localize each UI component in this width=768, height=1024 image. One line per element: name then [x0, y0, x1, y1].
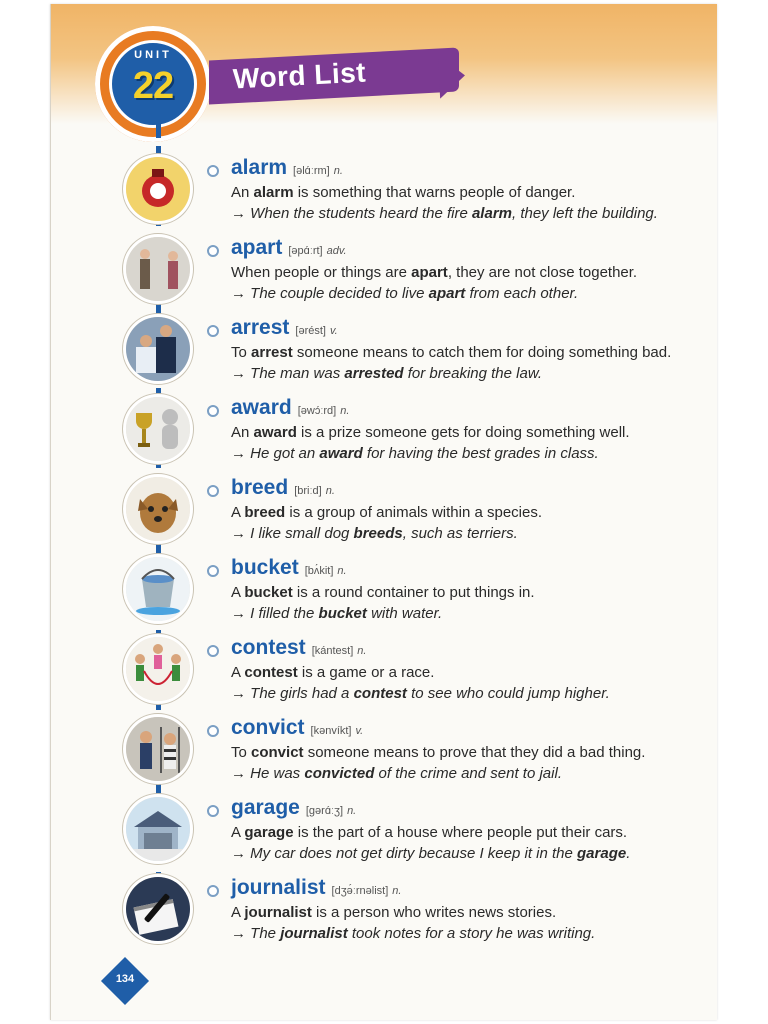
entry-bullet [207, 885, 219, 897]
jail-icon [123, 714, 193, 784]
word-entry-bucket [51, 554, 717, 634]
entry-bullet [207, 245, 219, 257]
headword-line [231, 876, 401, 900]
entry-bullet [207, 565, 219, 577]
pronunciation: [kənvíkt] [310, 725, 352, 737]
pronunciation: [gərɑ́ːʒ] [305, 805, 344, 817]
pronunciation: [bʌ́kit] [304, 565, 334, 577]
entry-bullet [207, 485, 219, 497]
headword-line [231, 716, 363, 740]
part-of-speech: v. [355, 725, 364, 737]
headword-line [231, 556, 347, 580]
headword-line [231, 316, 338, 340]
part-of-speech: adv. [326, 245, 347, 257]
headword: breed [231, 476, 289, 499]
trophy-icon [123, 394, 193, 464]
part-of-speech: n. [347, 805, 357, 817]
headword: contest [231, 636, 306, 659]
part-of-speech: n. [357, 645, 367, 657]
definition: A bucket is a round container to put things in. [231, 584, 535, 601]
police-arrest-icon [123, 314, 193, 384]
pronunciation: [dʒə́ːrnəlist] [331, 885, 389, 897]
bucket-icon [123, 554, 193, 624]
title-ribbon-tail [438, 53, 466, 98]
example-sentence: → The man was arrested for breaking the law. [231, 365, 542, 382]
word-entry-alarm [51, 154, 717, 234]
entry-bullet [207, 725, 219, 737]
definition: A contest is a game or a race. [231, 664, 435, 681]
part-of-speech: v. [329, 325, 338, 337]
pronunciation: [ərést] [295, 325, 326, 337]
word-entry-award [51, 394, 717, 474]
example-sentence: → The couple decided to live apart from each other. [231, 285, 579, 302]
headword: alarm [231, 156, 288, 179]
entry-bullet [207, 645, 219, 657]
word-entry-convict [51, 714, 717, 794]
example-sentence: → He was convicted of the crime and sent to jail. [231, 765, 562, 782]
couple-apart-icon [123, 234, 193, 304]
part-of-speech: n. [392, 885, 402, 897]
headword: bucket [231, 556, 299, 579]
headword-line [231, 796, 356, 820]
alarm-icon [123, 154, 193, 224]
notebook-pen-icon [123, 874, 193, 944]
unit-number: 22 [132, 65, 174, 107]
entry-bullet [207, 325, 219, 337]
example-sentence: → He got an award for having the best grades in class. [231, 445, 599, 462]
dog-icon [123, 474, 193, 544]
example-sentence: → When the students heard the fire alarm, they left the building. [231, 205, 658, 222]
pronunciation: [briːd] [294, 485, 322, 497]
entry-bullet [207, 805, 219, 817]
headword-line [231, 156, 343, 180]
unit-label: UNIT [134, 49, 172, 61]
part-of-speech: n. [340, 405, 350, 417]
pronunciation: [kántest] [311, 645, 354, 657]
pronunciation: [əlɑ́ːrm] [293, 165, 330, 177]
word-entry-contest [51, 634, 717, 714]
example-sentence: → The journalist took notes for a story he was writing. [231, 925, 596, 942]
page-number: 134 [115, 973, 135, 985]
entry-bullet [207, 165, 219, 177]
page-title: Word List [232, 56, 367, 95]
headword: arrest [231, 316, 290, 339]
headword-line [231, 396, 349, 420]
definition: A breed is a group of animals within a species. [231, 504, 543, 521]
word-entry-apart [51, 234, 717, 314]
garage-icon [123, 794, 193, 864]
textbook-page [50, 4, 717, 1020]
pronunciation: [əpɑ́ːrt] [288, 245, 323, 257]
example-sentence: → I filled the bucket with water. [231, 605, 443, 622]
definition: To convict someone means to prove that they did a bad thing. [231, 744, 646, 761]
unit-badge-inner [109, 40, 197, 128]
word-entry-journalist [51, 874, 717, 954]
part-of-speech: n. [337, 565, 347, 577]
definition: To arrest someone means to catch them for doing something bad. [231, 344, 672, 361]
definition: A garage is the part of a house where people put their cars. [231, 824, 628, 841]
word-entry-breed [51, 474, 717, 554]
headword: garage [231, 796, 300, 819]
definition: When people or things are apart, they are not close together. [231, 264, 638, 281]
headword: apart [231, 236, 283, 259]
definition: A journalist is a person who writes news stories. [231, 904, 557, 921]
headword: journalist [231, 876, 326, 899]
definition: An alarm is something that warns people of danger. [231, 184, 576, 201]
headword: award [231, 396, 292, 419]
jump-rope-icon [123, 634, 193, 704]
headword: convict [231, 716, 305, 739]
part-of-speech: n. [333, 165, 343, 177]
word-entry-arrest [51, 314, 717, 394]
headword-line [231, 636, 366, 660]
example-sentence: → I like small dog breeds, such as terriers. [231, 525, 518, 542]
word-entry-garage [51, 794, 717, 874]
pronunciation: [əwɔ́ːrd] [297, 405, 337, 417]
headword-line [231, 236, 347, 260]
part-of-speech: n. [325, 485, 335, 497]
example-sentence: → The girls had a contest to see who could jump higher. [231, 685, 610, 702]
definition: An award is a prize someone gets for doing something well. [231, 424, 630, 441]
example-sentence: → My car does not get dirty because I keep it in the garage. [231, 845, 631, 862]
entry-bullet [207, 405, 219, 417]
headword-line [231, 476, 335, 500]
unit-badge [95, 26, 211, 142]
